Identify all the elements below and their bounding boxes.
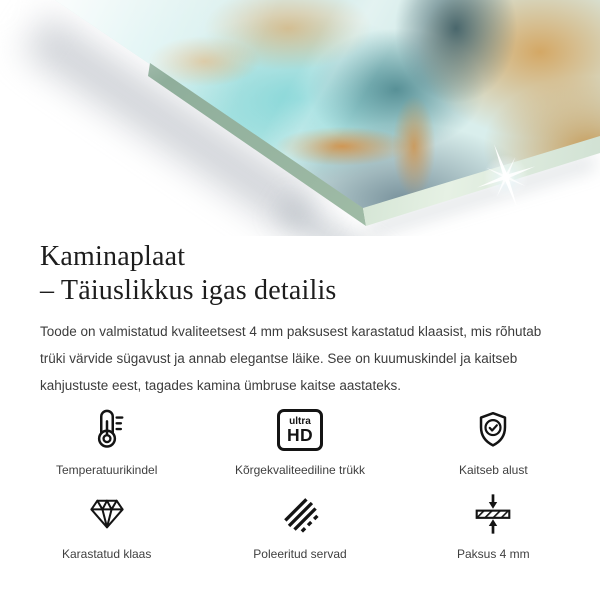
feature-label: Kaitseb alust (458, 463, 528, 477)
thermometer-icon (84, 405, 130, 455)
feature-print-quality (203, 405, 396, 477)
feature-label: Kõrgekvaliteediline trükk (234, 463, 366, 477)
ultra-hd-icon (277, 405, 323, 455)
product-image (0, 0, 600, 236)
product-details (0, 240, 600, 399)
diamond-icon (83, 489, 131, 539)
shield-check-icon (470, 405, 516, 455)
thickness-compress-icon (470, 489, 516, 539)
feature-label: Karastatud klaas (61, 547, 152, 561)
title-line1: Kaminaplaat (40, 241, 186, 272)
title-line2: – Täiuslikkus igas detailis (40, 275, 337, 306)
feature-protects-base (397, 405, 590, 477)
ultra-hd-text-bottom: HD (287, 425, 313, 445)
feature-thickness (397, 489, 590, 561)
feature-label: Temperatuurikindel (55, 463, 158, 477)
polished-edges-icon (278, 489, 322, 539)
feature-polished-edges (203, 489, 396, 561)
feature-label: Paksus 4 mm (456, 547, 530, 561)
feature-temperature (10, 405, 203, 477)
page-title (40, 240, 564, 308)
product-description: Toode on valmistatud kvaliteetsest 4 mm paksusest karastatud klaasist, mis rõhutab trüki värvide sügavust ja annab elegantse läike. See on kuumuskindel ja kaitseb kahjustuste eest, tagades kamina ümbruse kaitse aastateks. (40, 324, 542, 393)
ultra-hd-text-top: ultra (289, 416, 311, 427)
features-grid (10, 405, 590, 561)
feature-tempered-glass (10, 489, 203, 561)
feature-label: Poleeritud servad (253, 547, 347, 561)
